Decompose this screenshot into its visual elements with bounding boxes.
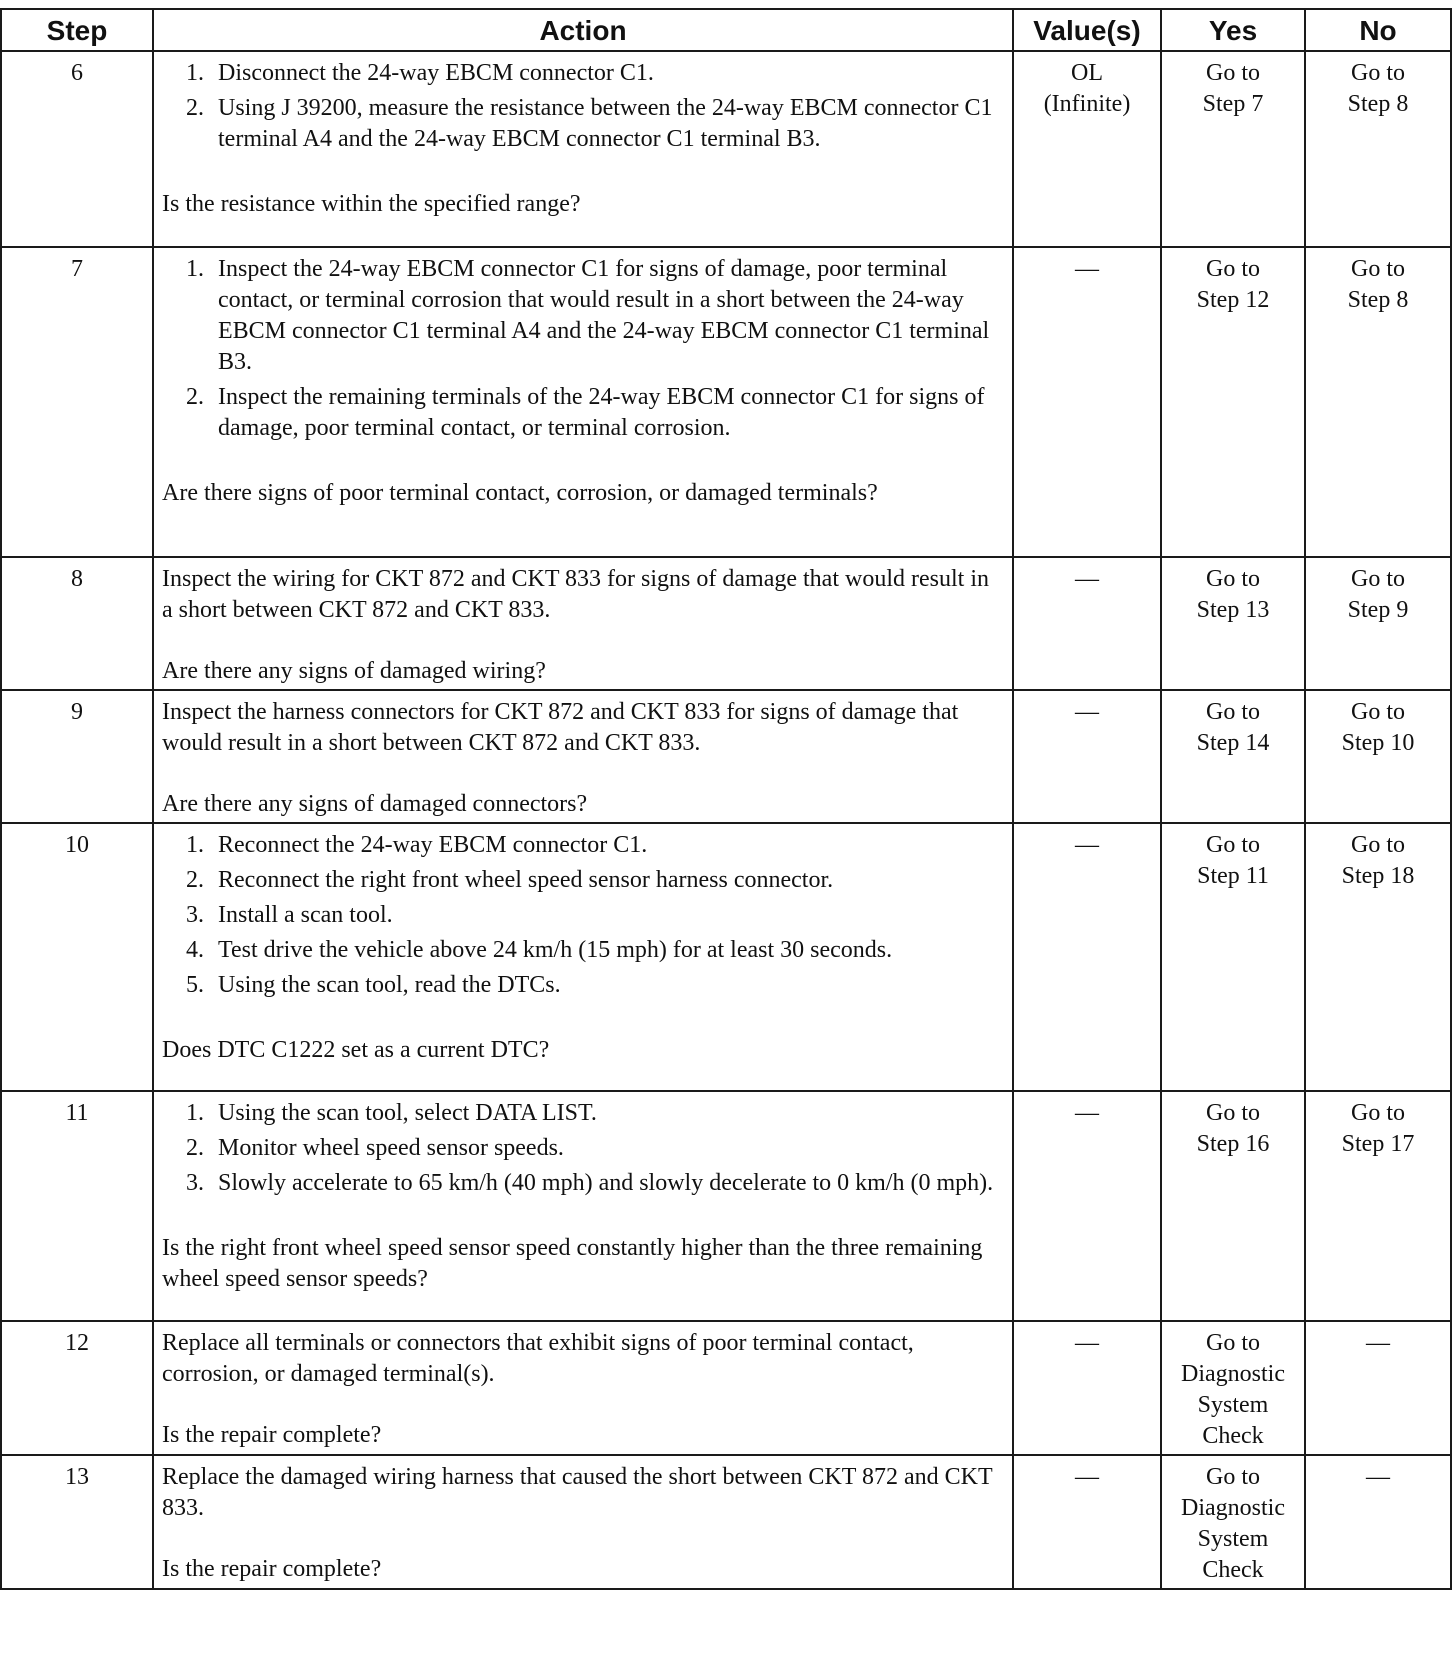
action-step-item bbox=[186, 1098, 1004, 1129]
action-step-text: Inspect the remaining terminals of the 24-way EBCM connector C1 for signs of damage, poor terminal contact, or terminal corrosion. bbox=[218, 384, 985, 441]
action-step-item bbox=[186, 900, 1004, 931]
no-cell bbox=[1305, 1321, 1451, 1455]
table-row bbox=[1, 51, 1451, 247]
yes-cell bbox=[1161, 51, 1305, 247]
header-no: No bbox=[1305, 9, 1451, 51]
header-step: Step bbox=[1, 9, 153, 51]
action-step-text: Using J 39200, measure the resistance between the 24-way EBCM connector C1 terminal A4 and the 24-way EBCM connector C1 terminal B3. bbox=[218, 95, 993, 152]
value-cell bbox=[1013, 557, 1161, 690]
action-step-number: 2. bbox=[186, 867, 204, 893]
action-step-text: Install a scan tool. bbox=[218, 902, 393, 928]
action-cell bbox=[153, 1455, 1013, 1589]
action-step-text: Using the scan tool, select DATA LIST. bbox=[218, 1100, 597, 1126]
action-question: Is the resistance within the specified range? bbox=[162, 191, 581, 217]
step-number: 9 bbox=[1, 690, 153, 823]
value-cell bbox=[1013, 690, 1161, 823]
action-step-number: 2. bbox=[186, 95, 204, 121]
header-row bbox=[1, 9, 1451, 51]
action-cell bbox=[153, 51, 1013, 247]
action-step-text: Reconnect the 24-way EBCM connector C1. bbox=[218, 832, 648, 858]
action-step-item bbox=[186, 830, 1004, 861]
yes-text: Go to Step 14 bbox=[1196, 699, 1270, 756]
header-values: Value(s) bbox=[1013, 9, 1161, 51]
action-step-text: Using the scan tool, read the DTCs. bbox=[218, 972, 561, 998]
yes-text: Go to Step 16 bbox=[1196, 1100, 1270, 1157]
action-step-item bbox=[186, 254, 1004, 378]
action-step-number: 2. bbox=[186, 384, 204, 410]
action-cell bbox=[153, 247, 1013, 557]
yes-text: Go to Step 11 bbox=[1197, 832, 1269, 889]
action-question: Is the right front wheel speed sensor speed constantly higher than the three remaining wheel speed sensor speeds? bbox=[162, 1235, 983, 1292]
table-row bbox=[1, 1455, 1451, 1589]
step-number: 13 bbox=[1, 1455, 153, 1589]
action-cell bbox=[153, 557, 1013, 690]
action-question: Are there signs of poor terminal contact, corrosion, or damaged terminals? bbox=[162, 480, 878, 506]
yes-text: Go to Step 7 bbox=[1202, 60, 1264, 117]
yes-cell bbox=[1161, 1455, 1305, 1589]
yes-text: Go to Step 13 bbox=[1196, 566, 1270, 623]
no-cell bbox=[1305, 51, 1451, 247]
yes-cell bbox=[1161, 247, 1305, 557]
action-step-item bbox=[186, 970, 1004, 1001]
no-cell bbox=[1305, 690, 1451, 823]
action-cell bbox=[153, 690, 1013, 823]
action-step-item bbox=[186, 1168, 1004, 1199]
value-cell bbox=[1013, 1321, 1161, 1455]
action-step-number: 5. bbox=[186, 972, 204, 998]
step-number: 7 bbox=[1, 247, 153, 557]
action-step-item bbox=[186, 865, 1004, 896]
action-question: Are there any signs of damaged connectors? bbox=[162, 791, 588, 817]
no-text: Go to Step 8 bbox=[1347, 256, 1409, 313]
value-cell bbox=[1013, 823, 1161, 1091]
action-step-number: 3. bbox=[186, 902, 204, 928]
diagnostic-table bbox=[0, 8, 1452, 1590]
yes-cell bbox=[1161, 823, 1305, 1091]
step-number: 10 bbox=[1, 823, 153, 1091]
action-cell bbox=[153, 1091, 1013, 1321]
value-text: — bbox=[1075, 699, 1099, 725]
no-cell bbox=[1305, 247, 1451, 557]
table-row bbox=[1, 690, 1451, 823]
value-text: — bbox=[1075, 566, 1099, 592]
header-yes: Yes bbox=[1161, 9, 1305, 51]
action-step-item bbox=[186, 93, 1004, 155]
yes-text: Go to Step 12 bbox=[1196, 256, 1270, 313]
action-cell bbox=[153, 823, 1013, 1091]
action-step-item bbox=[186, 58, 1004, 89]
action-steps-list bbox=[186, 254, 1004, 444]
action-step-text: Inspect the 24-way EBCM connector C1 for signs of damage, poor terminal contact, or terminal corrosion that would result in a short between the 24-way EBCM connector C1 terminal A4 and the 24-way EBCM connector C1 terminal B3. bbox=[218, 256, 990, 375]
header-action: Action bbox=[153, 9, 1013, 51]
action-steps-list bbox=[186, 58, 1004, 155]
yes-text: Go to Diagnostic System Check bbox=[1181, 1464, 1285, 1583]
value-cell bbox=[1013, 1455, 1161, 1589]
action-question: Does DTC C1222 set as a current DTC? bbox=[162, 1037, 550, 1063]
action-step-text: Slowly accelerate to 65 km/h (40 mph) and slowly decelerate to 0 km/h (0 mph). bbox=[218, 1170, 994, 1196]
yes-cell bbox=[1161, 557, 1305, 690]
action-step-number: 1. bbox=[186, 256, 204, 282]
table-row bbox=[1, 557, 1451, 690]
action-question: Is the repair complete? bbox=[162, 1556, 382, 1582]
action-step-text: Test drive the vehicle above 24 km/h (15 mph) for at least 30 seconds. bbox=[218, 937, 893, 963]
no-text: Go to Step 10 bbox=[1341, 699, 1415, 756]
action-text: Inspect the harness connectors for CKT 872 and CKT 833 for signs of damage that would result in a short between CKT 872 and CKT 833. bbox=[162, 699, 959, 756]
table-row bbox=[1, 1091, 1451, 1321]
no-text: — bbox=[1366, 1330, 1390, 1356]
action-step-text: Disconnect the 24-way EBCM connector C1. bbox=[218, 60, 654, 86]
no-text: — bbox=[1366, 1464, 1390, 1490]
value-text: — bbox=[1075, 832, 1099, 858]
action-step-item bbox=[186, 382, 1004, 444]
value-cell bbox=[1013, 51, 1161, 247]
no-text: Go to Step 9 bbox=[1347, 566, 1409, 623]
action-step-number: 2. bbox=[186, 1135, 204, 1161]
yes-cell bbox=[1161, 690, 1305, 823]
action-step-number: 1. bbox=[186, 60, 204, 86]
no-text: Go to Step 8 bbox=[1347, 60, 1409, 117]
action-text: Replace the damaged wiring harness that caused the short between CKT 872 and CKT 833. bbox=[162, 1464, 993, 1521]
action-cell bbox=[153, 1321, 1013, 1455]
action-steps-list bbox=[186, 830, 1004, 1001]
yes-cell bbox=[1161, 1091, 1305, 1321]
yes-cell bbox=[1161, 1321, 1305, 1455]
value-text: — bbox=[1075, 1464, 1099, 1490]
value-text: OL (Infinite) bbox=[1043, 60, 1131, 117]
yes-text: Go to Diagnostic System Check bbox=[1181, 1330, 1285, 1449]
step-number: 6 bbox=[1, 51, 153, 247]
action-step-item bbox=[186, 935, 1004, 966]
table-row bbox=[1, 1321, 1451, 1455]
action-steps-list bbox=[186, 1098, 1004, 1199]
action-question: Are there any signs of damaged wiring? bbox=[162, 658, 546, 684]
action-text: Inspect the wiring for CKT 872 and CKT 833 for signs of damage that would result in a short between CKT 872 and CKT 833. bbox=[162, 566, 989, 623]
value-text: — bbox=[1075, 256, 1099, 282]
table-row bbox=[1, 823, 1451, 1091]
action-step-number: 1. bbox=[186, 832, 204, 858]
action-question: Is the repair complete? bbox=[162, 1422, 382, 1448]
table-body bbox=[1, 51, 1451, 1589]
value-cell bbox=[1013, 1091, 1161, 1321]
action-step-number: 4. bbox=[186, 937, 204, 963]
no-cell bbox=[1305, 557, 1451, 690]
step-number: 12 bbox=[1, 1321, 153, 1455]
value-text: — bbox=[1075, 1330, 1099, 1356]
action-step-text: Monitor wheel speed sensor speeds. bbox=[218, 1135, 564, 1161]
action-step-item bbox=[186, 1133, 1004, 1164]
step-number: 8 bbox=[1, 557, 153, 690]
no-text: Go to Step 17 bbox=[1341, 1100, 1415, 1157]
value-cell bbox=[1013, 247, 1161, 557]
no-cell bbox=[1305, 1455, 1451, 1589]
action-step-number: 3. bbox=[186, 1170, 204, 1196]
no-text: Go to Step 18 bbox=[1341, 832, 1415, 889]
value-text: — bbox=[1075, 1100, 1099, 1126]
action-text: Replace all terminals or connectors that exhibit signs of poor terminal contact, corrosion, or damaged terminal(s). bbox=[162, 1330, 914, 1387]
no-cell bbox=[1305, 1091, 1451, 1321]
table-row bbox=[1, 247, 1451, 557]
no-cell bbox=[1305, 823, 1451, 1091]
action-step-text: Reconnect the right front wheel speed sensor harness connector. bbox=[218, 867, 834, 893]
action-step-number: 1. bbox=[186, 1100, 204, 1126]
step-number: 11 bbox=[1, 1091, 153, 1321]
